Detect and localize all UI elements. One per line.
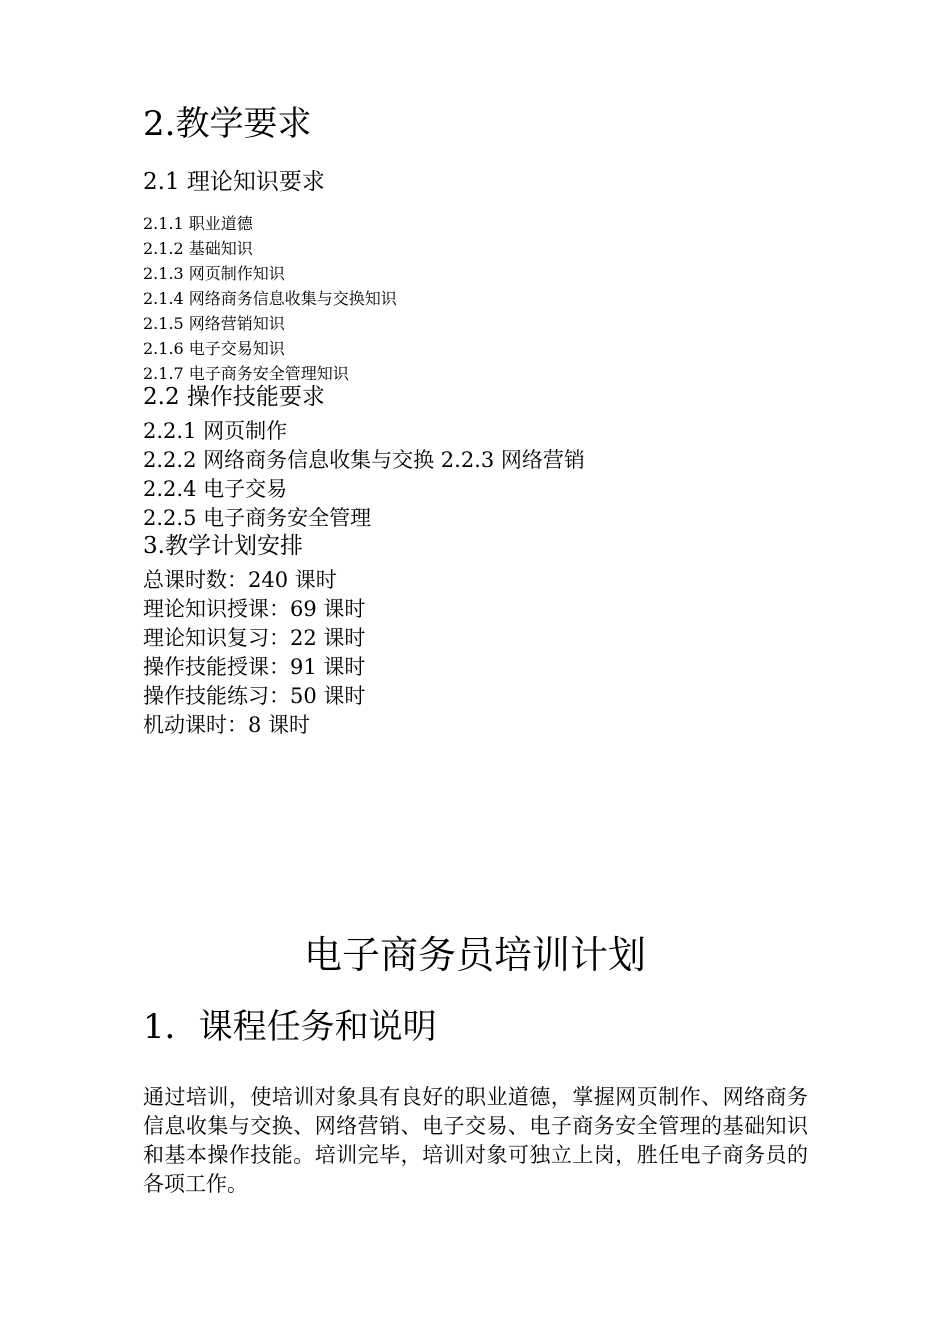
schedule-skill-practice: 操作技能练习：50 课时 [143,684,366,708]
schedule-flexible-hours: 机动课时：8 课时 [143,713,311,737]
skills-requirements-heading: 2.2 操作技能要求 [143,384,325,410]
skill-item-e-transaction: 2.2.4 电子交易 [143,477,288,501]
skill-item-security: 2.2.5 电子商务安全管理 [143,506,372,530]
course-description-paragraph: 通过培训，使培训对象具有良好的职业道德，掌握网页制作、网络商务信息收集与交换、网络营销、电子交易、电子商务安全管理的基础知识和基本操作技能。培训完毕，培训对象可独立上岗，胜任电子商务员的各项工作。 [143,1085,808,1196]
schedule-skill-lecture: 操作技能授课：91 课时 [143,655,366,679]
document-title: 电子商务员培训计划 [303,933,646,977]
schedule-theory-review: 理论知识复习：22 课时 [143,626,366,650]
theory-requirements-heading: 2.1 理论知识要求 [143,169,325,195]
schedule-total-hours: 总课时数：240 课时 [143,568,337,592]
theory-item-ethics: 2.1.1 职业道德 [143,214,253,233]
theory-item-basics: 2.1.2 基础知识 [143,239,253,258]
theory-item-marketing: 2.1.5 网络营销知识 [143,314,285,333]
skill-item-info-exchange-marketing: 2.2.2 网络商务信息收集与交换 2.2.3 网络营销 [143,448,585,472]
theory-item-info-exchange: 2.1.4 网络商务信息收集与交换知识 [143,289,397,308]
section-3-heading: 3.教学计划安排 [143,533,303,559]
skill-item-web-design: 2.2.1 网页制作 [143,419,288,443]
theory-item-web-design: 2.1.3 网页制作知识 [143,264,285,283]
theory-item-e-transaction: 2.1.6 电子交易知识 [143,339,285,358]
schedule-theory-lecture: 理论知识授课：69 课时 [143,597,366,621]
course-tasks-heading: 1．课程任务和说明 [143,1007,437,1047]
section-2-heading: 2.教学要求 [143,104,312,144]
theory-item-security: 2.1.7 电子商务安全管理知识 [143,364,349,383]
